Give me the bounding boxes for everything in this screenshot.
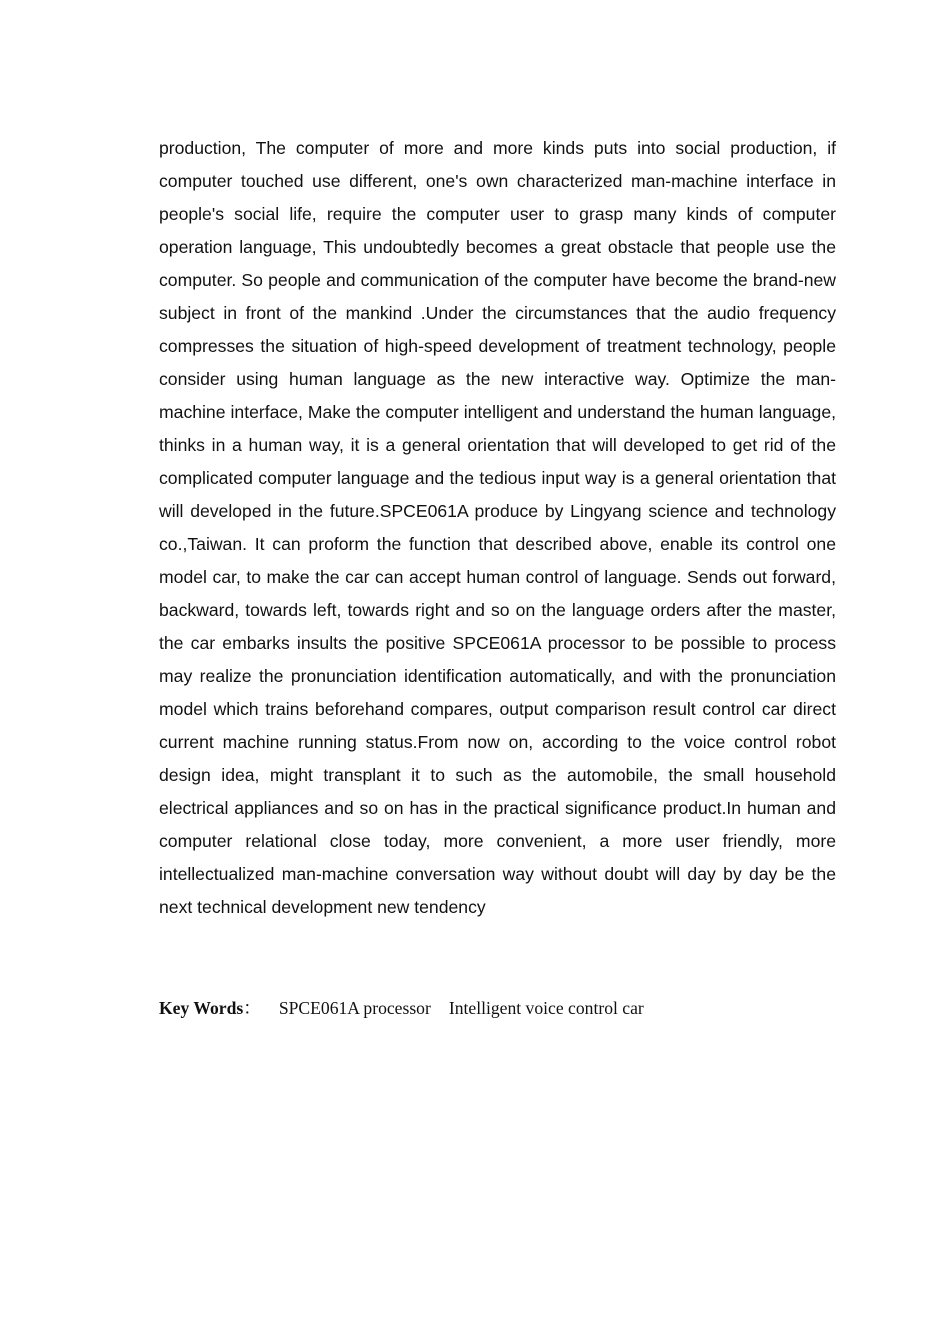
keywords-separator: ： [243, 998, 261, 1018]
keyword-item: Intelligent voice control car [448, 998, 644, 1018]
abstract-paragraph: production, The computer of more and more kinds puts into social production, if computer touched use different, one's own characterized man-machine interface in people's social life, require the computer user to grasp many kinds of computer operation language, This undoubtedly becomes a great obstacle that people use the computer. So people and communication of the computer have become the brand-new subject in front of the mankind .Under the circumstances that the audio frequency compresses the situation of high-speed development of treatment technology, people consider using human language as the new interactive way. Optimize the man-machine interface, Make the computer intelligent and understand the human language, thinks in a human way, it is a general orientation that will developed to get rid of the complicated computer language and the tedious input way is a general orientation that will developed in the future.SPCE061A produce by Lingyang science and technology co.,Taiwan. It can proform the function that described above, enable its control one model car, to make the car can accept human control of language. Sends out forward, backward, towards left, towards right and so on the language orders after the master, the car embarks insults the positive SPCE061A processor to be possible to process may realize the pronunciation identification automatically, and with the pronunciation model which trains beforehand compares, output comparison result control car direct current machine running status.From now on, according to the voice control robot design idea, might transplant it to such as the automobile, the small household electrical appliances and so on has in the practical significance product.In human and computer relational close today, more convenient, a more user friendly, more intellectualized man-machine conversation way without doubt will day by day be the next technical development new tendency [159, 138, 836, 917]
keyword-item: SPCE061A processor [278, 998, 431, 1018]
keywords-label: Key Words [159, 998, 244, 1018]
keywords-line [159, 993, 836, 1023]
